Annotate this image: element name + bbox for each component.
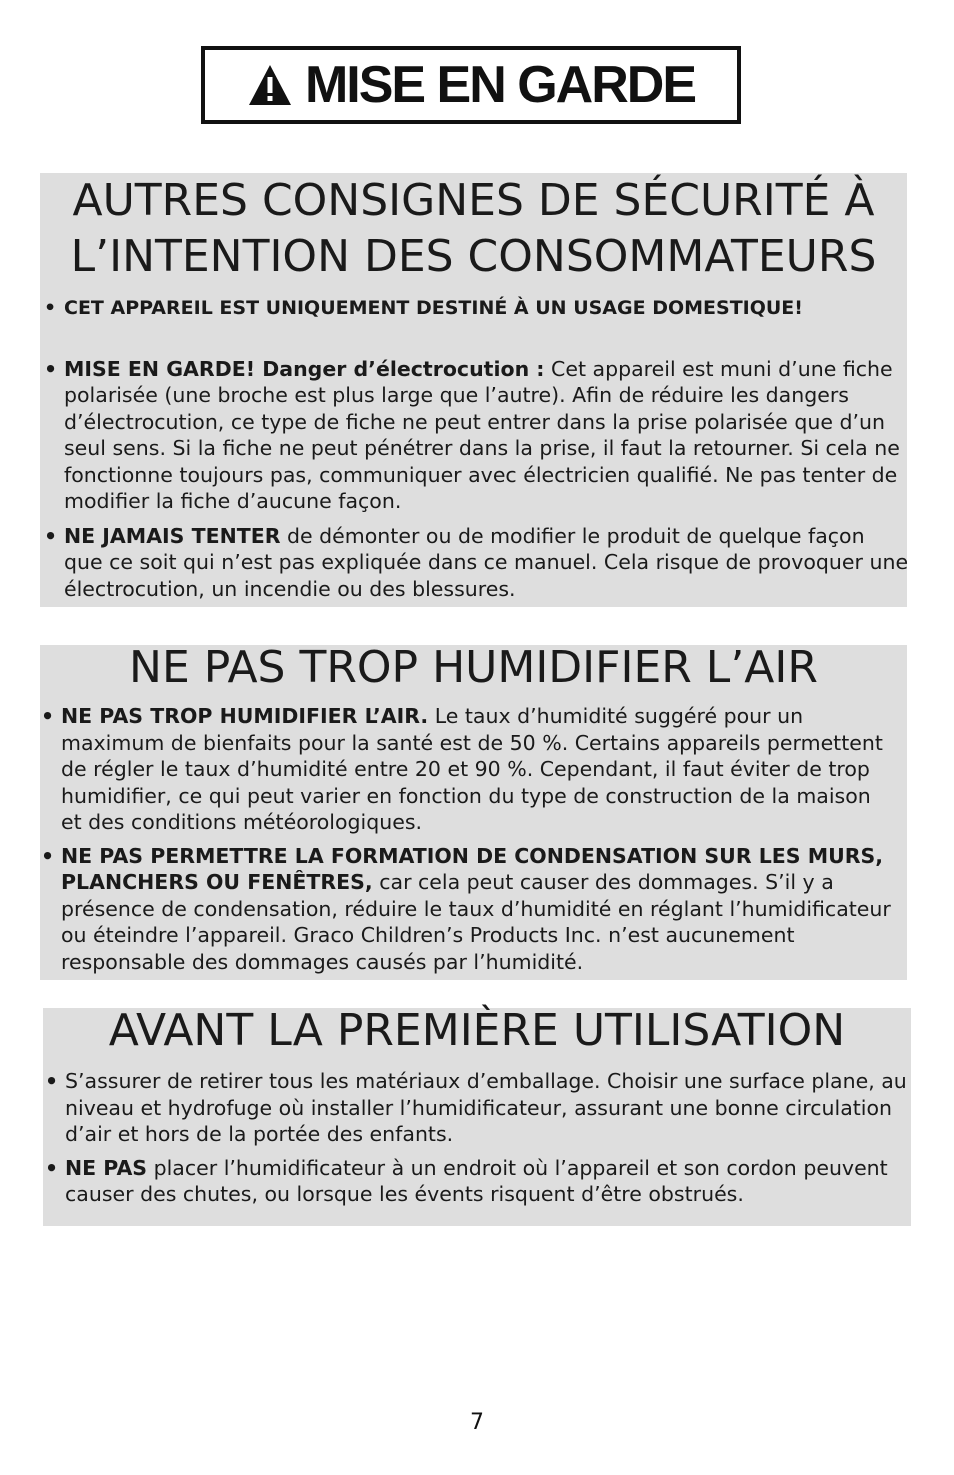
bullet-bold-text: NE JAMAIS TENTER bbox=[64, 523, 281, 548]
warning-title: MISE EN GARDE bbox=[304, 56, 696, 114]
bullet-bold-text: NE PAS TROP HUMIDIFIER L’AIR. bbox=[61, 704, 429, 728]
bullet-bold-text: NE PAS PERMETTRE LA FORMATION DE CONDENSATION SUR LES MURS, PLANCHERS OU FENÊTRES, bbox=[61, 843, 884, 894]
list-item: • NE PAS TROP HUMIDIFIER L’AIR. Le taux d’humidité suggéré pour un maximum de bienfaits pour la santé est de 50 %. Certains appareils permettent de régler le taux d’humidité entre 20 et 90 %. Cependant, il faut éviter de trop humidifier, ce qui peut varier en fonction du type de construction de la maison et des conditions météorologiques. bbox=[41, 704, 883, 834]
section-title: NE PAS TROP HUMIDIFIER L’AIR bbox=[129, 642, 818, 693]
section-before-first-use bbox=[43, 1005, 911, 1226]
section-title: AVANT LA PREMIÈRE UTILISATION bbox=[108, 1005, 846, 1056]
section-title bbox=[40, 173, 907, 285]
warning-banner bbox=[201, 46, 741, 124]
list-item: • NE JAMAIS TENTER de démonter ou de modifier le produit de quelque façon que ce soit qui n’est pas expliquée dans ce manuel. Cela risque de provoquer une électrocution, un incendie ou des blessures. bbox=[44, 523, 909, 601]
list-item: • S’assurer de retirer tous les matériaux d’emballage. Choisir une surface plane, au niveau et hydrofuge où installer l’humidificateur, assurant une bonne circulation d’air et hors de la portée des enfants. bbox=[45, 1069, 907, 1146]
section-title-line1: AUTRES CONSIGNES DE SÉCURITÉ À bbox=[72, 175, 875, 226]
section-safety-instructions bbox=[40, 173, 907, 607]
bullet-text: placer l’humidificateur à un endroit où l’appareil et son cordon peuvent causer des chutes, ou lorsque les évents risquent d’être obstrués. bbox=[65, 1155, 888, 1206]
bullet-text: de démonter ou de modifier le produit de quelque façon que ce soit qui n’est pas expliquée dans ce manuel. Cela risque de provoquer une électrocution, un incendie ou des blessures. bbox=[64, 523, 909, 601]
bullet-list bbox=[44, 295, 909, 602]
bullet-bold-text: CET APPAREIL EST UNIQUEMENT DESTINÉ À UN USAGE DOMESTIQUE! bbox=[64, 297, 803, 319]
page-number: 7 bbox=[470, 1410, 484, 1435]
bullet-bold-text: MISE EN GARDE! Danger d’électrocution : bbox=[64, 356, 545, 381]
bullet-text: car cela peut causer des dommages. S’il y a présence de condensation, réduire le taux d’humidité en réglant l’humidificateur ou éteindre l’appareil. Graco Children’s Products Inc. n’est aucunement responsable des dommages causés par l’humidité. bbox=[61, 870, 891, 974]
bullet-list bbox=[41, 703, 891, 975]
bullet-text: Le taux d’humidité suggéré pour un maximum de bienfaits pour la santé est de 50 %. Certains appareils permettent de régler le taux d’humidité entre 20 et 90 %. Cependant, il faut éviter de trop humidifier, ce qui peut varier en fonction du type de construction de la maison et des conditions météorologiques. bbox=[61, 704, 883, 834]
bullet-list bbox=[45, 1068, 910, 1208]
warning-triangle-icon bbox=[247, 63, 293, 107]
list-item: • NE PAS PERMETTRE LA FORMATION DE CONDENSATION SUR LES MURS, PLANCHERS OU FENÊTRES, car cela peut causer des dommages. S’il y a présence de condensation, réduire le taux d’humidité en réglant l’humidificateur ou éteindre l’appareil. Graco Children’s Products Inc. n’est aucunement responsable des dommages causés par l’humidité. bbox=[41, 843, 891, 974]
section-humidity bbox=[40, 642, 907, 980]
list-item: • MISE EN GARDE! Danger d’électrocution : Cet appareil est muni d’une fiche polarisée (une broche est plus large que l’autre). Afin de réduire les dangers d’électrocution, ce type de fiche ne peut entrer dans la prise polarisée que d’un seul sens. Si la fiche ne peut pénétrer dans la prise, il faut la retourner. Si cela ne fonctionne toujours pas, communiquer avec électricien qualifié. Ne pas tenter de modifier la fiche d’aucune façon. bbox=[44, 356, 900, 513]
list-item: • CET APPAREIL EST UNIQUEMENT DESTINÉ À UN USAGE DOMESTIQUE! bbox=[44, 297, 803, 319]
bullet-text: Cet appareil est muni d’une fiche polarisée (une broche est plus large que l’autre). Afin de réduire les dangers d’électrocution, ce type de fiche ne peut entrer dans la prise polarisée que d’un seul sens. Si la fiche ne peut pénétrer dans la prise, il faut la retourner. Si cela ne fonctionne toujours pas, communiquer avec électricien qualifié. Ne pas tenter de modifier la fiche d’aucune façon. bbox=[64, 356, 900, 513]
bullet-text: S’assurer de retirer tous les matériaux d’emballage. Choisir une surface plane, au niveau et hydrofuge où installer l’humidificateur, assurant une bonne circulation d’air et hors de la portée des enfants. bbox=[65, 1069, 907, 1146]
section-title-line2: L’INTENTION DES CONSOMMATEURS bbox=[70, 231, 877, 282]
bullet-bold-text: NE PAS bbox=[65, 1155, 148, 1180]
list-item: • NE PAS placer l’humidificateur à un endroit où l’appareil et son cordon peuvent causer des chutes, ou lorsque les évents risquent d’être obstrués. bbox=[45, 1155, 888, 1206]
